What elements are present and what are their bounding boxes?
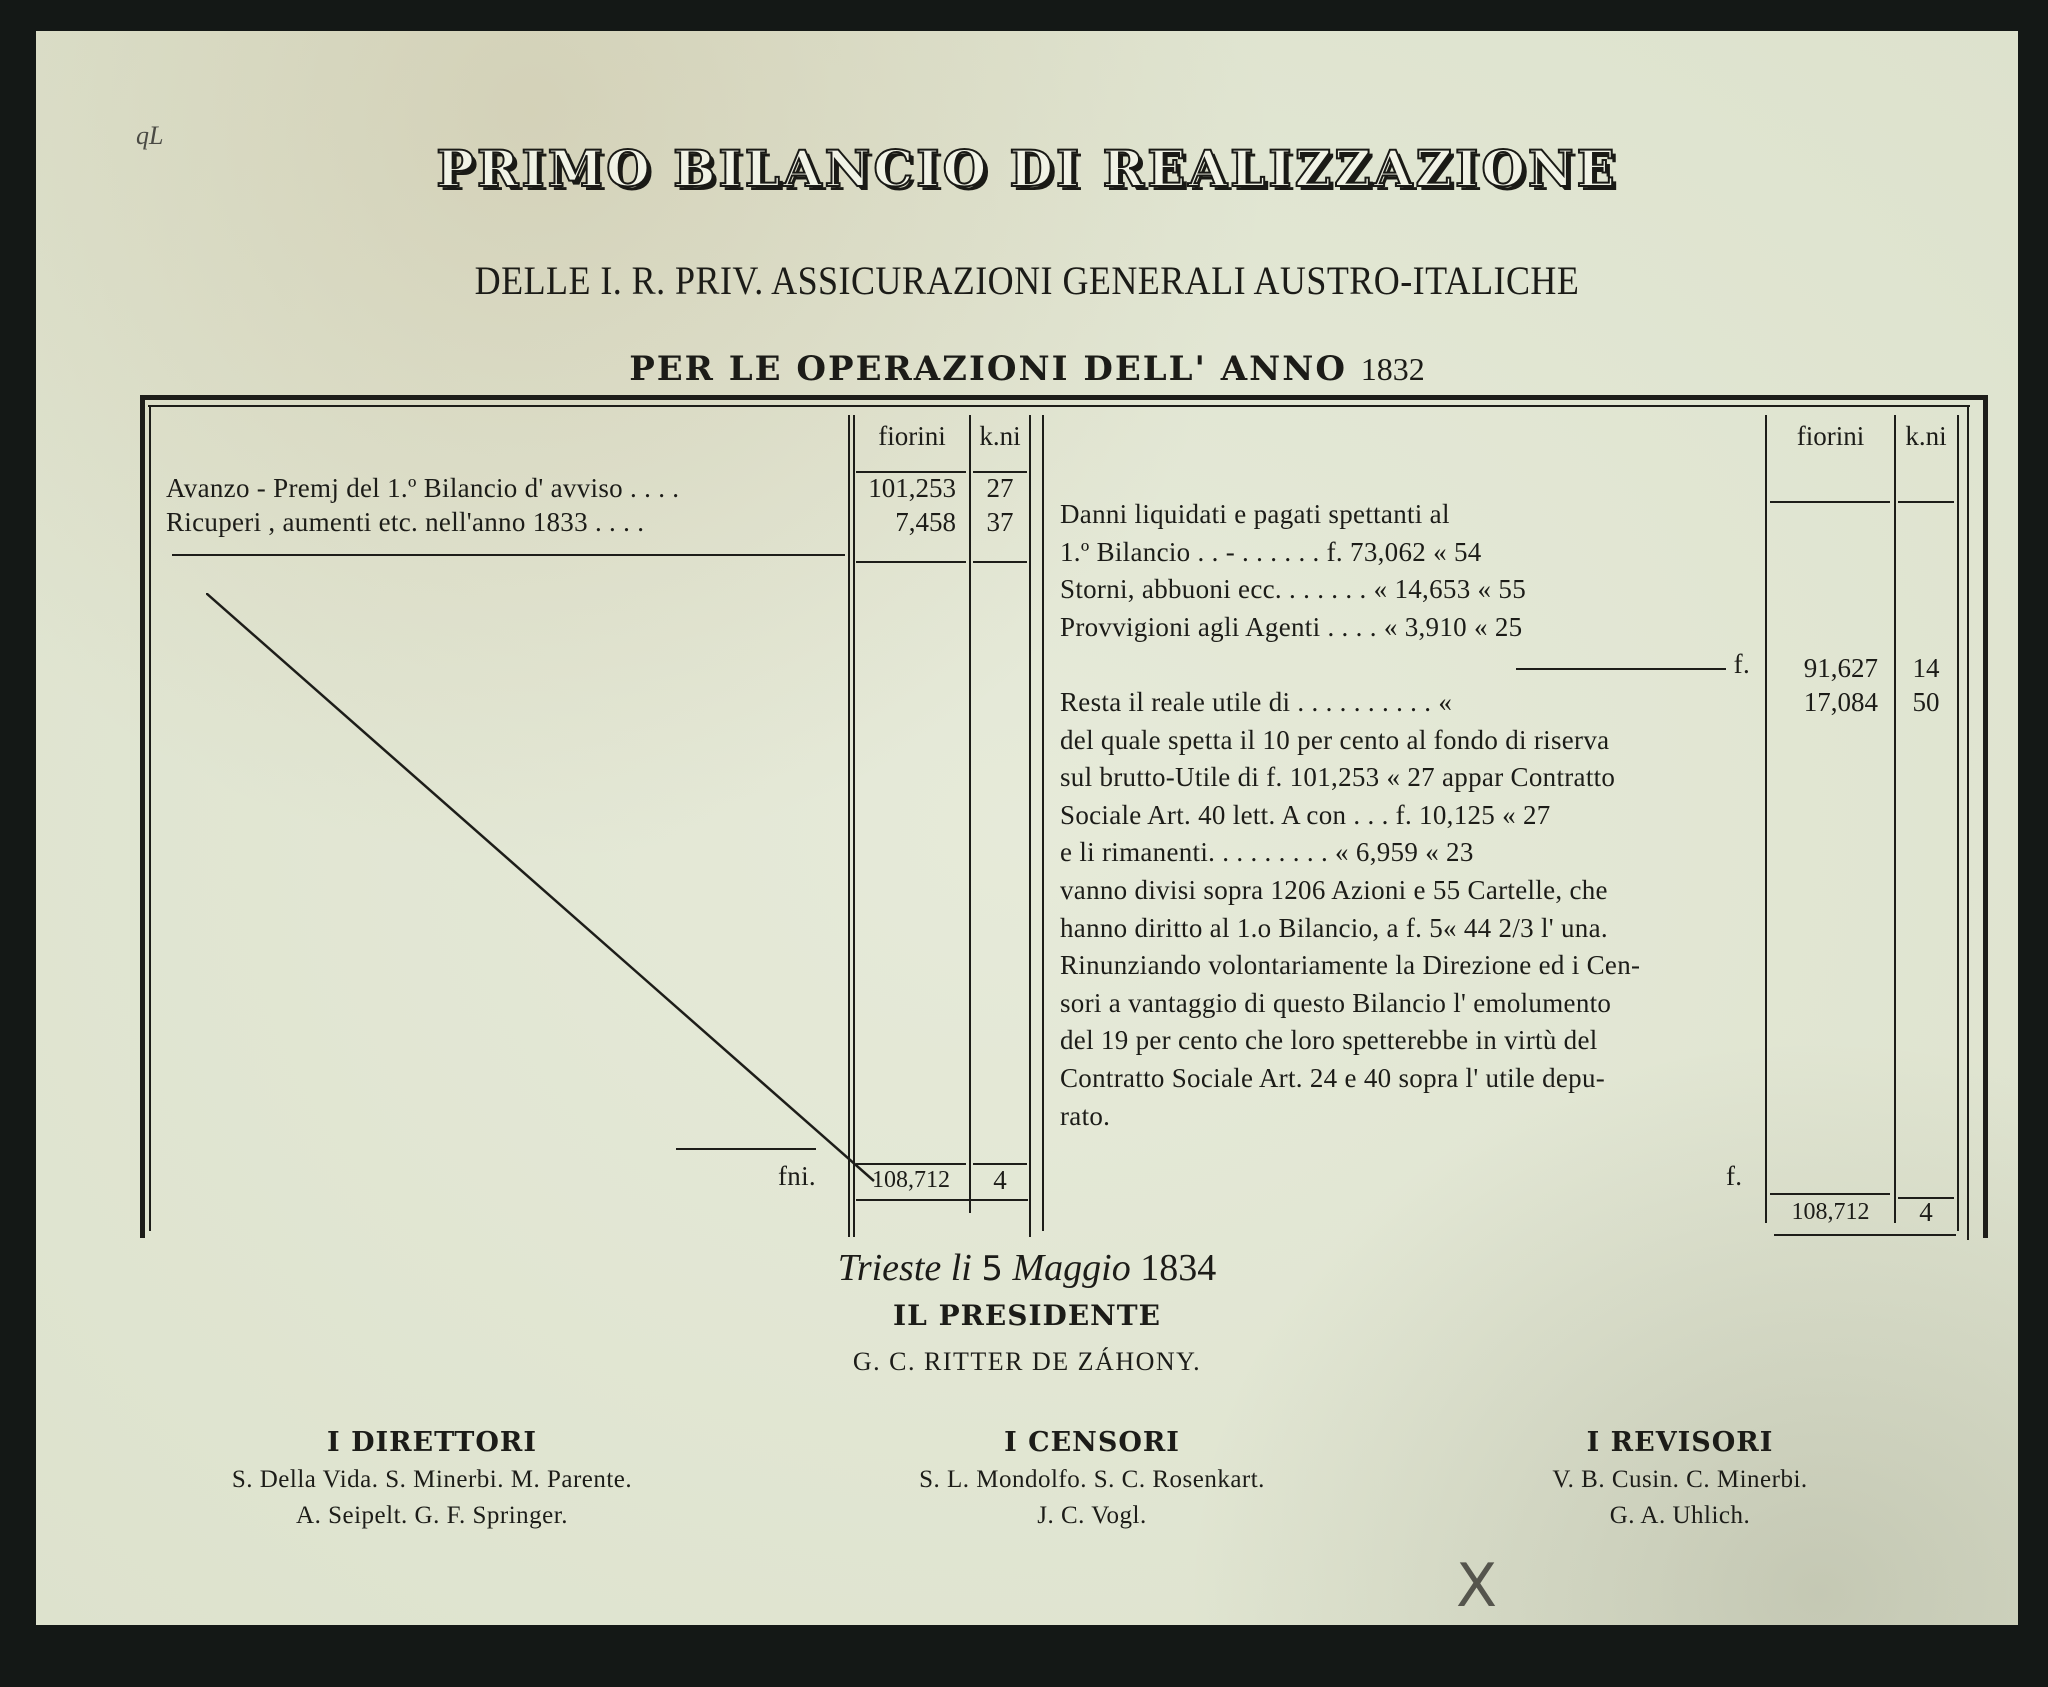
left-row-label: Ricuperi , aumenti etc. nell'anno 1833 . . . . — [166, 507, 645, 537]
table-rule — [1967, 405, 1969, 1240]
total-rule — [856, 1163, 966, 1165]
narrative-line: Contratto Sociale Art. 24 e 40 sopra l' utile depu- — [1060, 1062, 1606, 1093]
right-amount-fiorini: 17,084 — [1803, 687, 1878, 717]
table-rule — [148, 405, 1970, 407]
period-label: PER LE OPERAZIONI DELL' ANNO — [629, 349, 1347, 389]
narrative-line: hanno diritto al 1.o Bilancio, a f. 5« 44 2/3 l' una. — [1060, 912, 1608, 943]
right-col-header-kreuzer: k.ni — [1905, 421, 1947, 451]
narrative-line: del quale spetta il 10 per cento al fondo di riserva — [1060, 724, 1610, 755]
day: 5 — [981, 1249, 1003, 1289]
left-col-header-kreuzer: k.ni — [979, 421, 1021, 451]
total-rule — [676, 1148, 816, 1150]
narrative-line: vanno divisi sopra 1206 Azioni e 55 Cartelle, che — [1060, 874, 1608, 905]
narrative-line: rato. — [1060, 1100, 1111, 1131]
signatory-title: I REVISORI — [1586, 1427, 1774, 1458]
document-sheet — [36, 31, 2018, 1625]
place: Trieste li — [837, 1247, 972, 1289]
period-year: 1832 — [1360, 351, 1425, 387]
signatory-names: S. Della Vida. S. Minerbi. M. Parente. — [231, 1466, 633, 1493]
year: 1834 — [1140, 1247, 1217, 1289]
pencil-annotation: qL — [136, 121, 164, 150]
diagonal-cancel-line — [206, 593, 886, 1183]
left-row-kreuzer: 37 — [986, 507, 1014, 537]
document-title: PRIMO BILANCIO DI REALIZZAZIONE — [436, 139, 1618, 198]
subtotal-rule — [1516, 668, 1726, 670]
left-total-label: fni. — [778, 1161, 816, 1191]
right-amount-fiorini: 91,627 — [1803, 653, 1878, 683]
left-total-fiorini: 108,712 — [872, 1167, 950, 1193]
document-subtitle: DELLE I. R. PRIV. ASSICURAZIONI GENERALI AUSTRO-ITALICHE — [474, 258, 1580, 303]
signatory-title: I CENSORI — [1004, 1427, 1180, 1458]
place-date — [36, 1246, 2018, 1290]
left-row-kreuzer: 27 — [986, 473, 1014, 503]
signatory-names: J. C. Vogl. — [1037, 1502, 1147, 1529]
sum-rule — [856, 561, 966, 563]
total-rule — [1770, 1193, 1890, 1195]
signatory-title: I DIRETTORI — [327, 1427, 537, 1458]
signatory-names: S. L. Mondolfo. S. C. Rosenkart. — [919, 1466, 1265, 1493]
column-divider — [1894, 415, 1896, 1223]
column-divider — [1765, 415, 1767, 1223]
narrative-line: del 19 per cento che loro spetterebbe in virtù del — [1060, 1025, 1598, 1056]
right-total-kreuzer: 4 — [1919, 1197, 1933, 1227]
header-rule — [1898, 501, 1954, 503]
signatory-block-censors — [812, 1427, 1372, 1530]
left-col-header-fiorini: fiorini — [878, 421, 946, 451]
right-total-label: f. — [1726, 1161, 1743, 1191]
right-amount-kreuzer: 14 — [1912, 653, 1940, 683]
narrative-line: 1.º Bilancio . . - . . . . . . f. 73,062 « 54 — [1060, 536, 1482, 567]
narrative-line: Sociale Art. 40 lett. A con . . . f. 10,125 « 27 — [1060, 799, 1551, 830]
signatory-names: A. Seipelt. G. F. Springer. — [296, 1502, 568, 1529]
header-rule — [1770, 501, 1890, 503]
left-total-kreuzer: 4 — [993, 1165, 1007, 1195]
signatory-names: G. A. Uhlich. — [1609, 1502, 1751, 1529]
right-total-fiorini: 108,712 — [1791, 1199, 1870, 1225]
pencil-cross-mark: X — [1456, 1551, 1498, 1621]
president-title: IL PRESIDENTE — [893, 1299, 1161, 1332]
left-row-label: Avanzo - Premj del 1.º Bilancio d' avviso . . . . — [166, 473, 680, 503]
month: Maggio — [1012, 1247, 1131, 1289]
rows-end-rule — [172, 554, 845, 556]
column-divider — [1029, 415, 1031, 1237]
narrative-line: sul brutto-Utile di f. 101,253 « 27 appar Contratto — [1060, 762, 1616, 793]
narrative-line: Resta il reale utile di . . . . . . . . . . « — [1060, 686, 1453, 717]
total-double-rule — [856, 1199, 1028, 1201]
left-row-fiorini: 101,253 — [868, 473, 956, 503]
narrative-line: f. — [1733, 649, 1750, 680]
section-divider — [1042, 415, 1044, 1231]
total-double-rule — [1774, 1234, 1956, 1236]
narrative-line: e li rimanenti. . . . . . . . . « 6,959 « 23 — [1060, 837, 1474, 868]
narrative-line: Danni liquidati e pagati spettanti al — [1060, 499, 1450, 529]
narrative-line: sori a vantaggio di questo Bilancio l' emolumento — [1060, 987, 1612, 1018]
narrative-line: Storni, abbuoni ecc. . . . . . . « 14,653 « 55 — [1060, 574, 1526, 605]
narrative-line: Rinunziando volontariamente la Direzione ed i Cen- — [1060, 950, 1641, 981]
narrative-line: Provvigioni agli Agenti . . . . « 3,910 « 25 — [1060, 611, 1523, 642]
signatory-block-directors — [152, 1427, 712, 1530]
signatory-block-auditors — [1400, 1427, 1960, 1530]
column-divider — [1957, 415, 1959, 1231]
table-rule — [149, 405, 151, 1231]
document-period — [36, 349, 2018, 389]
left-row-fiorini: 7,458 — [895, 507, 956, 537]
right-narrative — [1060, 499, 1760, 1138]
sum-rule — [973, 561, 1027, 563]
right-col-header-fiorini: fiorini — [1796, 421, 1865, 451]
signatory-names: V. B. Cusin. C. Minerbi. — [1552, 1466, 1808, 1493]
president-name: G. C. RITTER DE ZÁHONY. — [852, 1347, 1202, 1376]
right-amount-kreuzer: 50 — [1912, 687, 1940, 717]
